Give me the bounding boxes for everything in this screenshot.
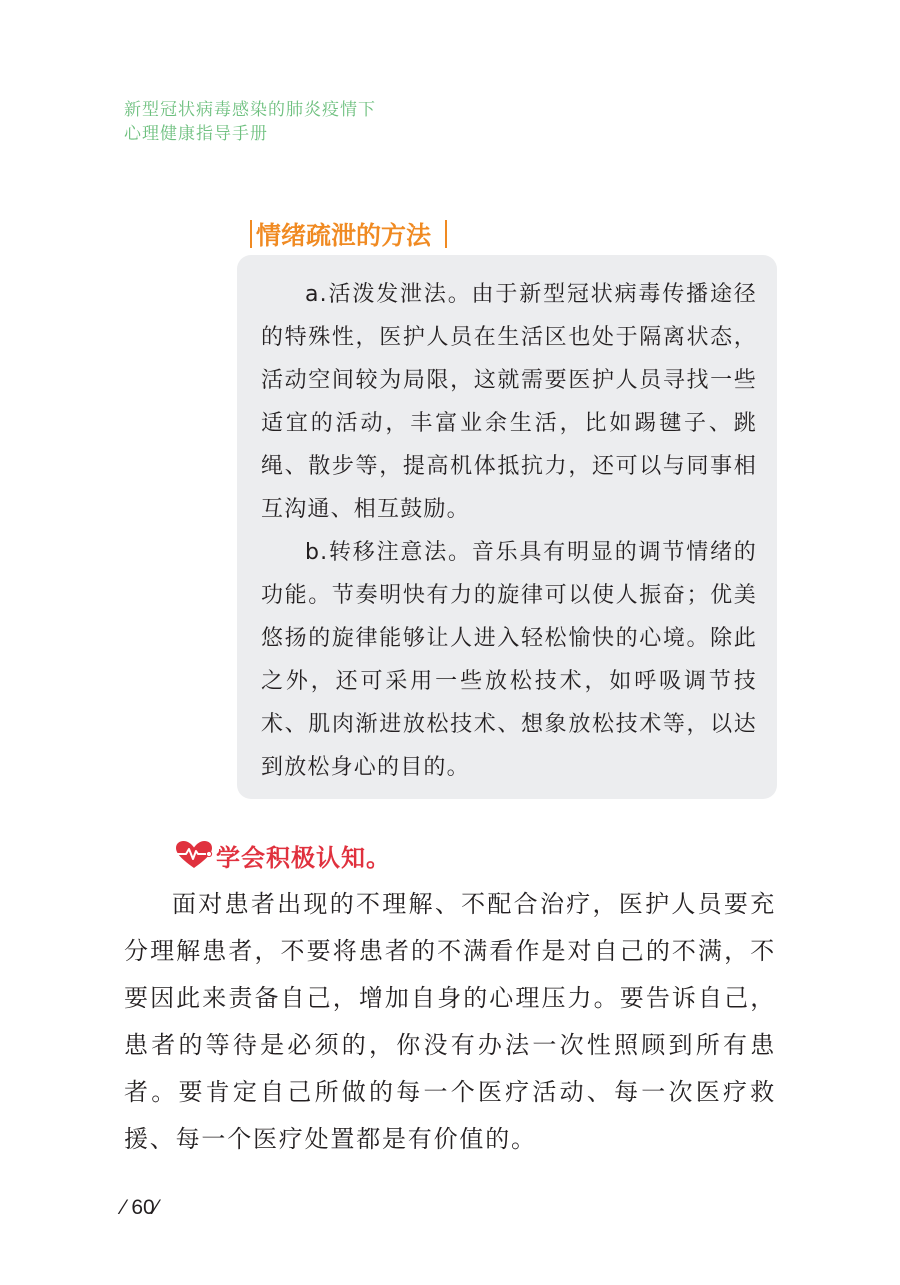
body-text — [124, 881, 776, 1163]
callout-paragraph-b: b.转移注意法。音乐具有明显的调节情绪的功能。节奏明快有力的旋律可以使人振奋；优美悠扬的旋律能够让人进入轻松愉快的心境。除此之外，还可采用一些放松技术，如呼吸调节技术、肌肉渐进放松技术、想象放松技术等，以达到放松身心的目的。 — [261, 540, 757, 780]
heart-pulse-icon — [174, 840, 214, 870]
running-head — [124, 98, 376, 146]
callout-title — [250, 217, 447, 255]
page-number-value: 60 — [131, 1196, 155, 1219]
running-head-line-2: 心理健康指导手册 — [124, 124, 268, 144]
folio-slash-left: ⁄ — [122, 1196, 132, 1219]
section-title: 学会积极认知。 — [216, 842, 391, 872]
folio-slash-right: ⁄ — [154, 1196, 159, 1219]
section-heading — [174, 836, 391, 874]
callout-title-text: 情绪疏泄的方法 — [256, 221, 432, 250]
page-number — [122, 1196, 158, 1220]
title-bar-right — [445, 220, 447, 248]
body-paragraph: 面对患者出现的不理解、不配合治疗，医护人员要充分理解患者，不要将患者的不满看作是对自己的不满，不要因此来责备自己，增加自身的心理压力。要告诉自己，患者的等待是必须的，你没有办法一次性照顾到所有患者。要肯定自己所做的每一个医疗活动、每一次医疗救援、每一个医疗处置都是有价值的。 — [124, 890, 776, 1153]
callout-box — [237, 255, 777, 799]
running-head-line-1: 新型冠状病毒感染的肺炎疫情下 — [124, 100, 376, 120]
callout-paragraph-a: a.活泼发泄法。由于新型冠状病毒传播途径的特殊性，医护人员在生活区也处于隔离状态，活动空间较为局限，这就需要医护人员寻找一些适宜的活动，丰富业余生活，比如踢毽子、跳绳、散步等，提高机体抵抗力，还可以与同事相互沟通、相互鼓励。 — [261, 282, 757, 522]
title-bar-left — [250, 220, 252, 248]
